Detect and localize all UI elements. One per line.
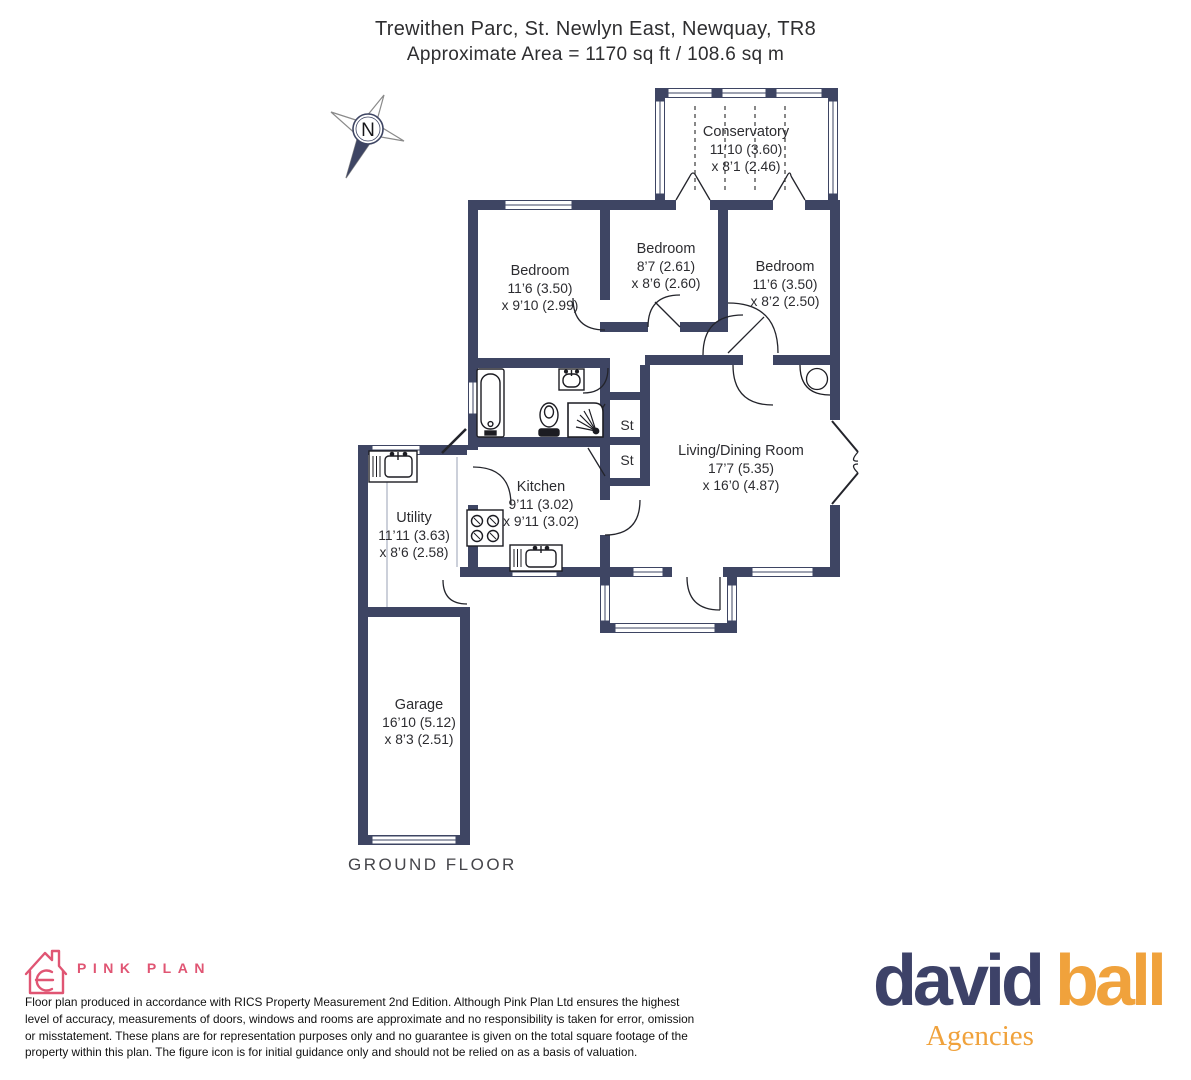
room-dim: x 8’3 (2.51) (384, 732, 454, 747)
disclaimer-line: or misstatement. These plans are for representation purposes only and no guarantee is given on the total square footage of the (25, 1028, 688, 1043)
room-label-bedroom3 (750, 259, 819, 310)
room-dim: x 8’2 (2.50) (750, 294, 820, 309)
pink-plan-wordmark: PINK PLAN (77, 960, 211, 976)
room-label-living-dining (678, 443, 804, 494)
room-dim: 11’11 (3.63) (378, 528, 450, 543)
kitchen-sink-icon (510, 545, 562, 571)
page-subtitle: Approximate Area = 1170 sq ft / 108.6 sq m (406, 44, 785, 65)
room-dim: 9’11 (3.02) (508, 497, 574, 512)
room-name: Bedroom (755, 259, 815, 275)
compass-north-label: N (361, 120, 375, 141)
north-compass (331, 95, 404, 178)
room-name: Bedroom (636, 241, 696, 257)
ground-floor-label: GROUND FLOOR (348, 855, 517, 874)
room-dim: 11’6 (3.50) (507, 281, 573, 296)
washbasin-icon (559, 369, 584, 390)
room-dim: x 8’1 (2.46) (711, 159, 781, 174)
room-dim: x 8’6 (2.58) (379, 545, 449, 560)
agency-logo-word1: david (872, 941, 1042, 1021)
store-label-2: St (620, 452, 634, 468)
shower-icon (568, 403, 603, 437)
room-label-kitchen (503, 479, 579, 530)
bath-icon (477, 369, 504, 437)
room-name: Garage (394, 697, 444, 713)
room-dim: x 9’10 (2.99) (501, 298, 579, 313)
room-name: Utility (396, 510, 432, 526)
store-label-1: St (620, 417, 634, 433)
disclaimer-line: Floor plan produced in accordance with RICS Property Measurement 2nd Edition. Although Pink Plan Ltd ensures the highest (25, 995, 680, 1009)
disclaimer-line: property within this plan. The figure icon is for initial guidance only and should not be relied on as a basis of valuation. (25, 1045, 638, 1060)
room-dim: 17’7 (5.35) (708, 461, 774, 476)
room-dim: x 8’6 (2.60) (631, 276, 701, 291)
room-label-conservatory (703, 124, 789, 175)
room-dim: 8’7 (2.61) (636, 259, 696, 274)
room-name: Bedroom (510, 263, 570, 279)
room-name: Living/Dining Room (678, 443, 804, 459)
toilet-icon (539, 403, 559, 436)
disclaimer-line: level of accuracy, measurements of doors, windows and rooms are approximate and no responsibility is taken for error, omission (25, 1011, 695, 1026)
page-title: Trewithen Parc, St. Newlyn East, Newquay, TR8 (374, 18, 817, 40)
room-dim: 16’10 (5.12) (382, 715, 456, 730)
room-name: Conservatory (702, 124, 790, 140)
room-label-garage (382, 697, 456, 748)
room-dim: x 9’11 (3.02) (503, 514, 579, 529)
disclaimer-text (25, 994, 694, 1061)
room-name: Kitchen (516, 479, 566, 495)
room-label-bedroom1 (502, 263, 579, 314)
hob-icon (467, 510, 503, 546)
agency-logo-subtitle: Agencies (926, 1020, 1034, 1052)
cylinder-cupboard-icon (800, 365, 830, 395)
room-label-bedroom2 (631, 241, 700, 292)
pink-plan-logo-icon (26, 951, 66, 993)
room-dim: x 16’0 (4.87) (702, 478, 780, 493)
room-dim: 11’6 (3.50) (752, 277, 818, 292)
agency-logo (858, 941, 1178, 1021)
room-dim: 11’10 (3.60) (709, 142, 783, 157)
utility-sink-icon (369, 451, 417, 482)
room-label-utility (378, 510, 450, 561)
agency-logo-word2: ball (1055, 941, 1164, 1021)
